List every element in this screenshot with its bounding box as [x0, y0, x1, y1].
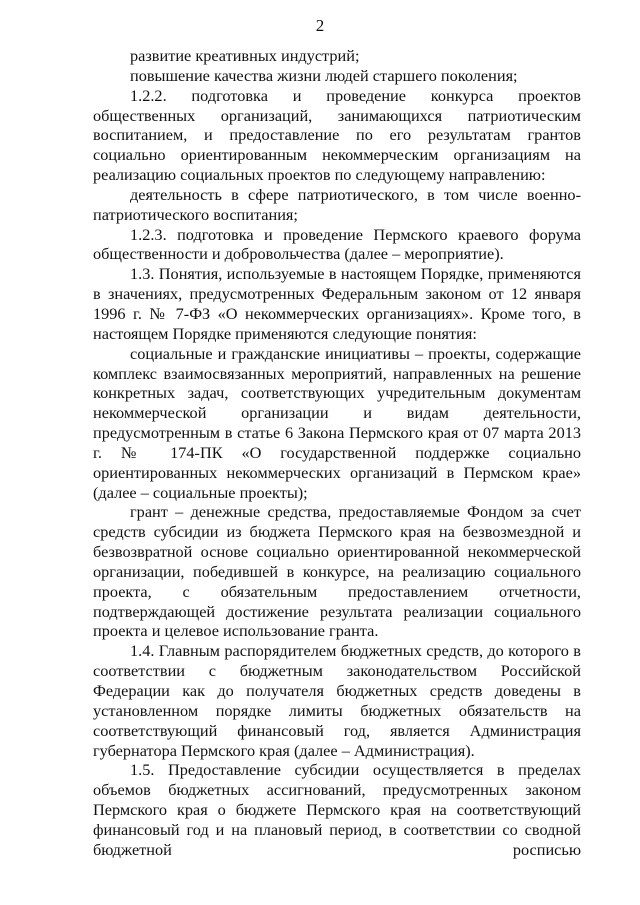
paragraph-social-initiatives: социальные и гражданские инициативы – проекты, содержащие комплекс взаимосвязанных мероприятий, направленных на решение конкретных задач, соответствующих учредительным документам некоммерческой организации и видам деятельности, предусмотренным в статье 6 Закона Пермского края от 07 марта 2013 г. № 174-ПК «О государственной поддержке социально ориентированных некоммерческих организаций в Пермском крае» (далее – социальные проекты); [93, 343, 581, 502]
paragraph-grant-definition: грант – денежные средства, предоставляемые Фондом за счет средств субсидии из бюджета Пермского края на безвозмездной и безвозвратной основе социально ориентированной некоммерческой организации, победившей в конкурсе, на реализацию социального проекта, с обязательным предоставлением отчетности, подтверждающей достижение результата реализации социального проекта и целевое использование гранта. [93, 502, 581, 641]
paragraph-patriotic-activity: деятельность в сфере патриотического, в том числе военно-патриотического воспитания; [93, 184, 581, 224]
paragraph-elderly-quality: повышение качества жизни людей старшего поколения; [130, 65, 518, 85]
paragraph-1-2-3: 1.2.3. подготовка и проведение Пермского краевого форума общественности и добровольчества (далее – мероприятие). [93, 224, 581, 264]
page-number: 2 [315, 16, 325, 35]
paragraph-creative-industries: развитие креативных индустрий; [130, 46, 360, 65]
paragraph-1-3: 1.3. Понятия, используемые в настоящем Порядке, применяются в значениях, предусмотренных Федеральным законом от 12 января 1996 г. № 7-ФЗ «О некоммерческих организациях». Кроме того, в настоящем Порядке применяются следующие понятия: [93, 264, 581, 343]
paragraph-1-5: 1.5. Предоставление субсидии осуществляется в пределах объемов бюджетных ассигнований, предусмотренных законом Пермского края о бюджете Пермского края на соответствующий финансовый год и на плановый период, в соответствии со сводной бюджетной росписью [93, 760, 581, 859]
document-body [93, 46, 581, 860]
paragraph-1-2-2: 1.2.2. подготовка и проведение конкурса проектов общественных организаций, занимающихся патриотическим воспитанием, и предоставление по его результатам грантов социально ориентированным некоммерческим организациям на реализацию социальных проектов по следующему направлению: [93, 85, 581, 185]
paragraph-1-4: 1.4. Главным распорядителем бюджетных средств, до которого в соответствии с бюджетным законодательством Российской Федерации как до получателя бюджетных средств доведены в установленном порядке лимиты бюджетных обязательств на соответствующий финансовый год, является Администрация губернатора Пермского края (далее – Администрация). [93, 641, 581, 760]
